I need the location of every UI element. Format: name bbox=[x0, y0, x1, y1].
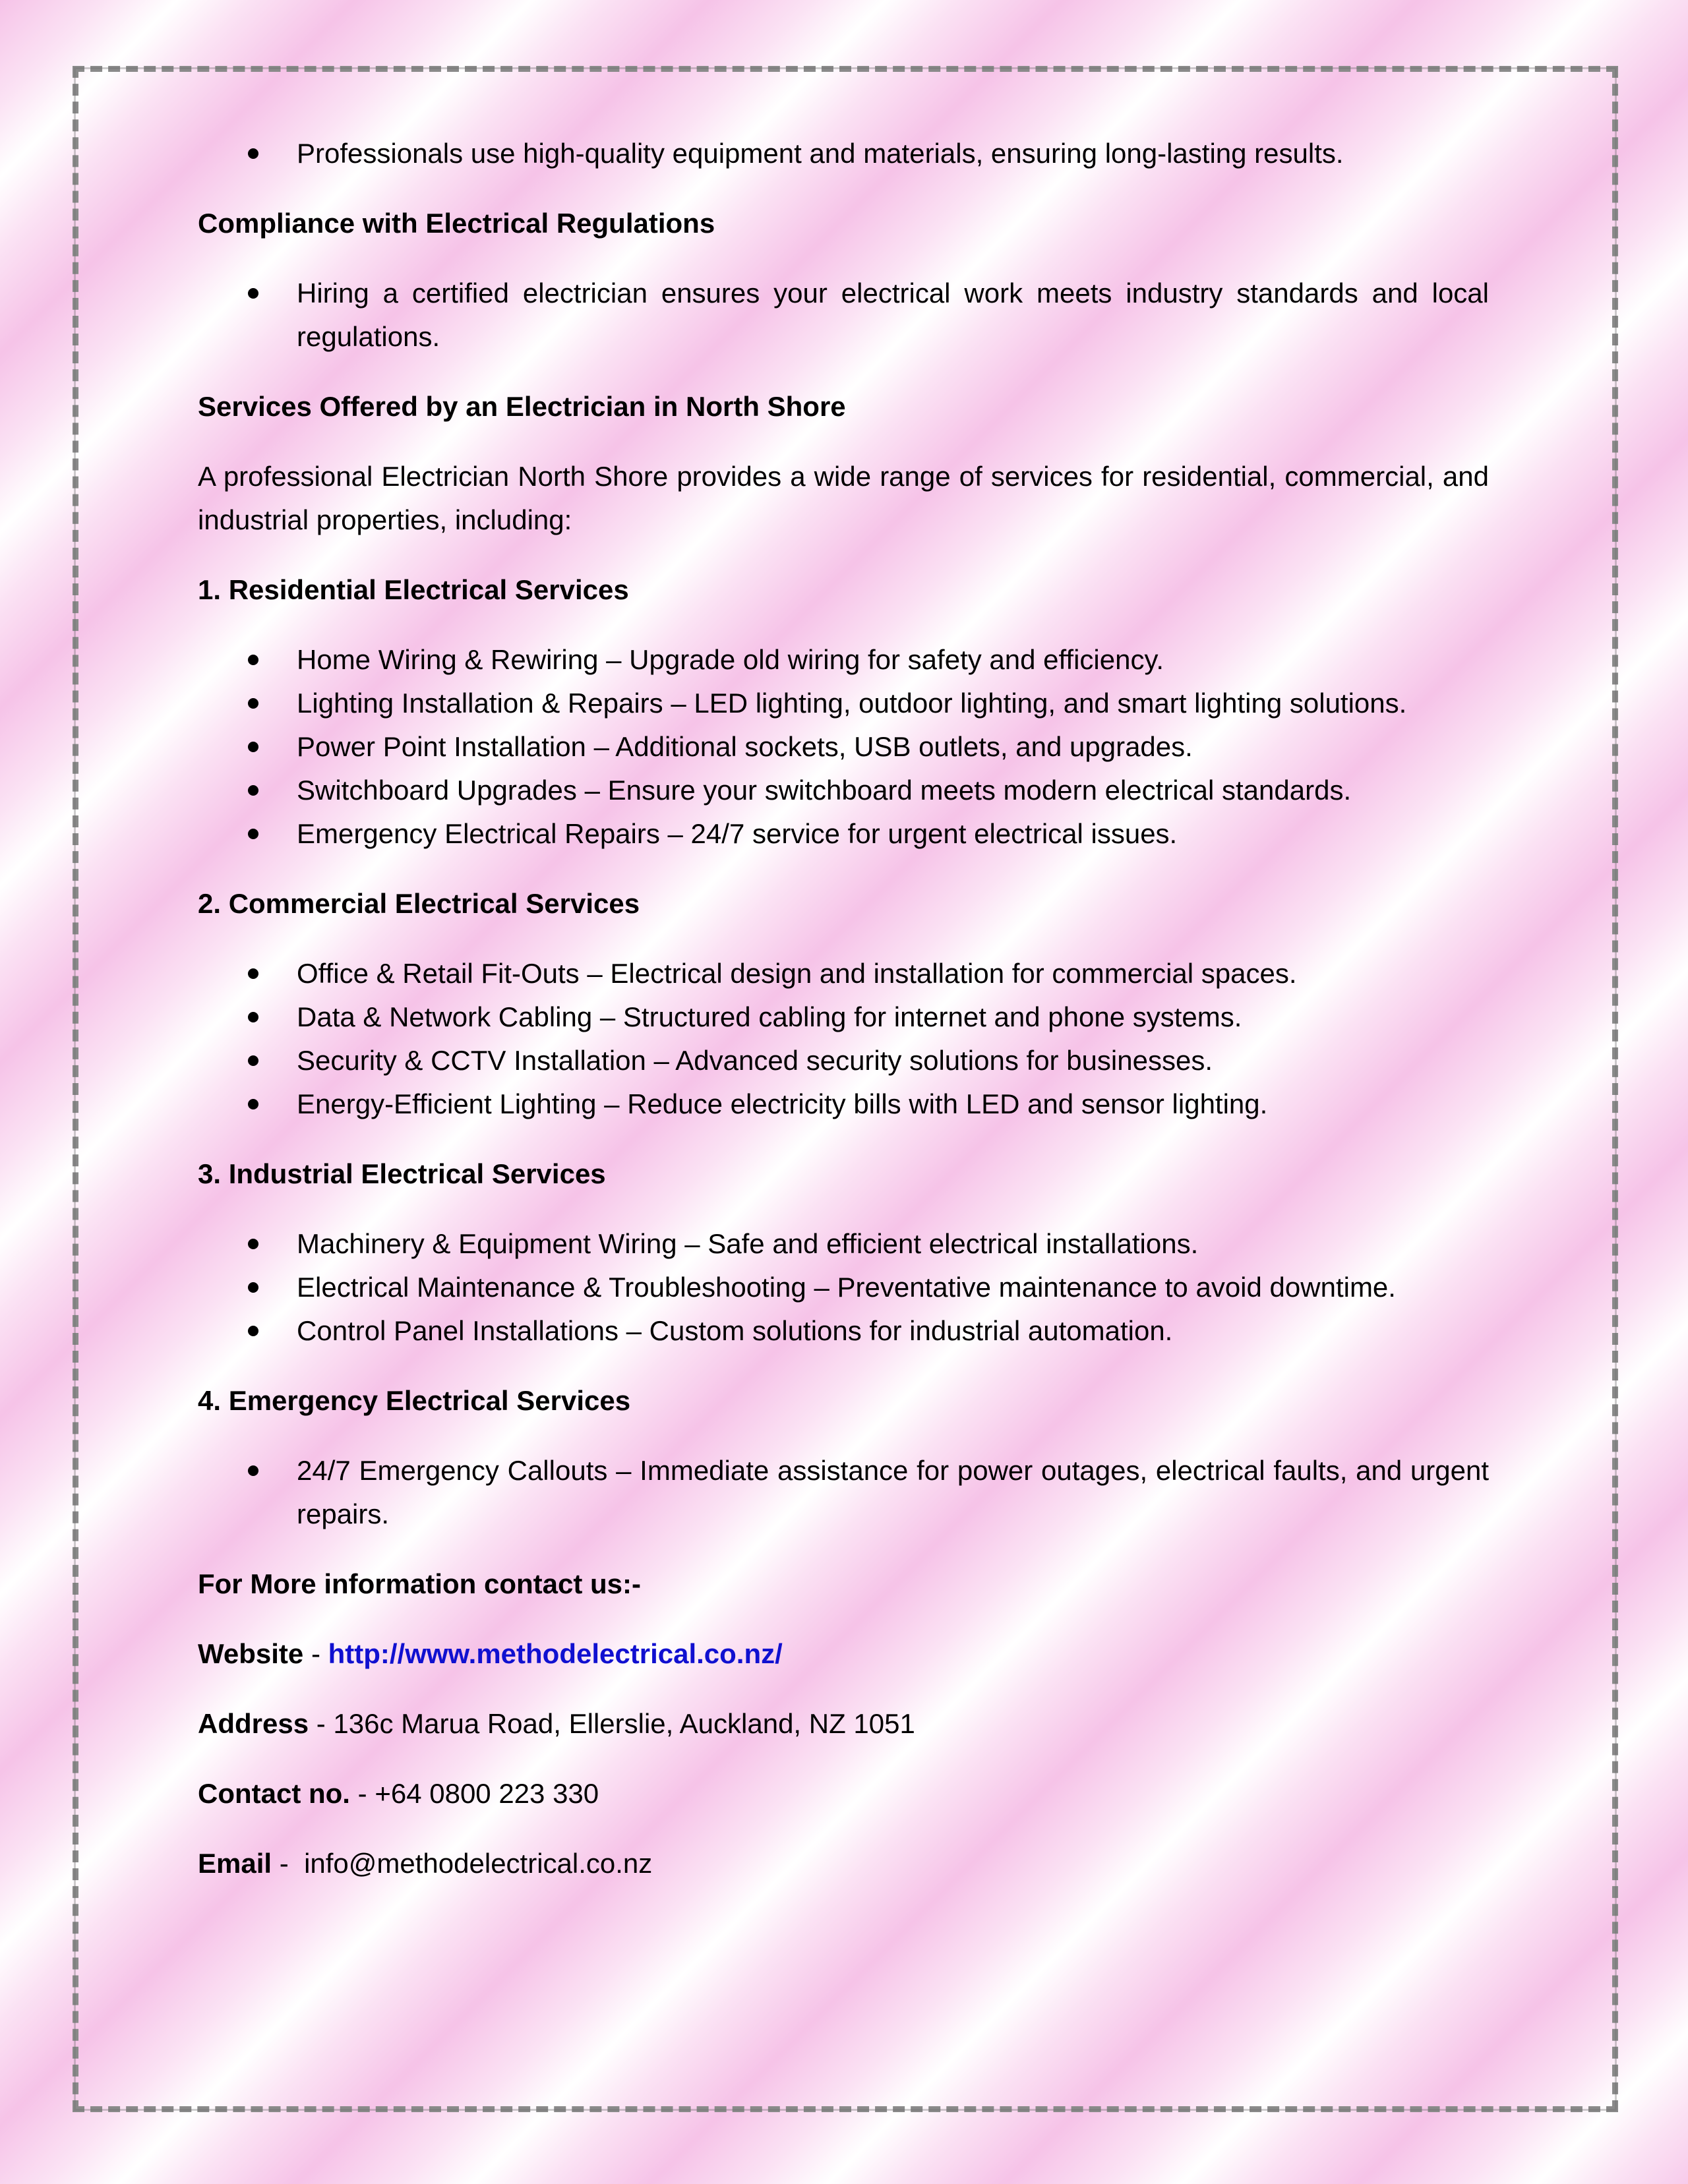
list-item: Emergency Electrical Repairs – 24/7 service for urgent electrical issues. bbox=[297, 812, 1489, 856]
industrial-heading: 3. Industrial Electrical Services bbox=[198, 1158, 606, 1189]
document-body bbox=[198, 132, 1489, 1912]
list-item: Professionals use high-quality equipment and materials, ensuring long-lasting results. bbox=[297, 132, 1489, 175]
email-value: info@methodelectrical.co.nz bbox=[304, 1848, 653, 1879]
address-separator: - bbox=[309, 1708, 334, 1739]
list-item: Hiring a certified electrician ensures your electrical work meets industry standards and local regulations. bbox=[297, 272, 1489, 359]
services-heading: Services Offered by an Electrician in North Shore bbox=[198, 391, 846, 422]
email-line bbox=[198, 1842, 1489, 1885]
services-intro-paragraph: A professional Electrician North Shore provides a wide range of services for residential, commercial, and industrial properties, including: bbox=[198, 461, 1489, 535]
list-item: 24/7 Emergency Callouts – Immediate assistance for power outages, electrical faults, and urgent repairs. bbox=[297, 1449, 1489, 1536]
phone-line bbox=[198, 1772, 1489, 1815]
email-separator: - bbox=[272, 1848, 305, 1879]
phone-label: Contact no. bbox=[198, 1778, 350, 1809]
industrial-bullet-list bbox=[198, 1222, 1489, 1353]
emergency-heading: 4. Emergency Electrical Services bbox=[198, 1385, 631, 1416]
website-separator: - bbox=[303, 1638, 328, 1669]
commercial-heading: 2. Commercial Electrical Services bbox=[198, 888, 640, 919]
list-item: Power Point Installation – Additional sockets, USB outlets, and upgrades. bbox=[297, 725, 1489, 769]
website-label: Website bbox=[198, 1638, 304, 1669]
contact-heading: For More information contact us:- bbox=[198, 1568, 641, 1599]
list-item: Switchboard Upgrades – Ensure your switchboard meets modern electrical standards. bbox=[297, 769, 1489, 812]
emergency-bullet-list bbox=[198, 1449, 1489, 1536]
email-label: Email bbox=[198, 1848, 272, 1879]
list-item: Data & Network Cabling – Structured cabling for internet and phone systems. bbox=[297, 995, 1489, 1039]
list-item: Lighting Installation & Repairs – LED lighting, outdoor lighting, and smart lighting solutions. bbox=[297, 682, 1489, 725]
commercial-bullet-list bbox=[198, 952, 1489, 1126]
compliance-bullet-list bbox=[198, 272, 1489, 359]
website-line bbox=[198, 1632, 1489, 1676]
list-item: Electrical Maintenance & Troubleshooting – Preventative maintenance to avoid downtime. bbox=[297, 1266, 1489, 1309]
residential-bullet-list bbox=[198, 638, 1489, 856]
website-link[interactable]: http://www.methodelectrical.co.nz/ bbox=[328, 1638, 783, 1669]
residential-heading: 1. Residential Electrical Services bbox=[198, 574, 629, 605]
compliance-heading: Compliance with Electrical Regulations bbox=[198, 208, 715, 239]
address-line bbox=[198, 1702, 1489, 1746]
phone-value: +64 0800 223 330 bbox=[375, 1778, 599, 1809]
list-item: Machinery & Equipment Wiring – Safe and efficient electrical installations. bbox=[297, 1222, 1489, 1266]
list-item: Home Wiring & Rewiring – Upgrade old wiring for safety and efficiency. bbox=[297, 638, 1489, 682]
list-item: Office & Retail Fit-Outs – Electrical design and installation for commercial spaces. bbox=[297, 952, 1489, 995]
intro-bullet-list bbox=[198, 132, 1489, 175]
phone-separator: - bbox=[349, 1778, 375, 1809]
list-item: Control Panel Installations – Custom solutions for industrial automation. bbox=[297, 1309, 1489, 1353]
address-label: Address bbox=[198, 1708, 309, 1739]
list-item: Security & CCTV Installation – Advanced security solutions for businesses. bbox=[297, 1039, 1489, 1082]
address-value: 136c Marua Road, Ellerslie, Auckland, NZ 1051 bbox=[333, 1708, 915, 1739]
list-item: Energy-Efficient Lighting – Reduce electricity bills with LED and sensor lighting. bbox=[297, 1082, 1489, 1126]
